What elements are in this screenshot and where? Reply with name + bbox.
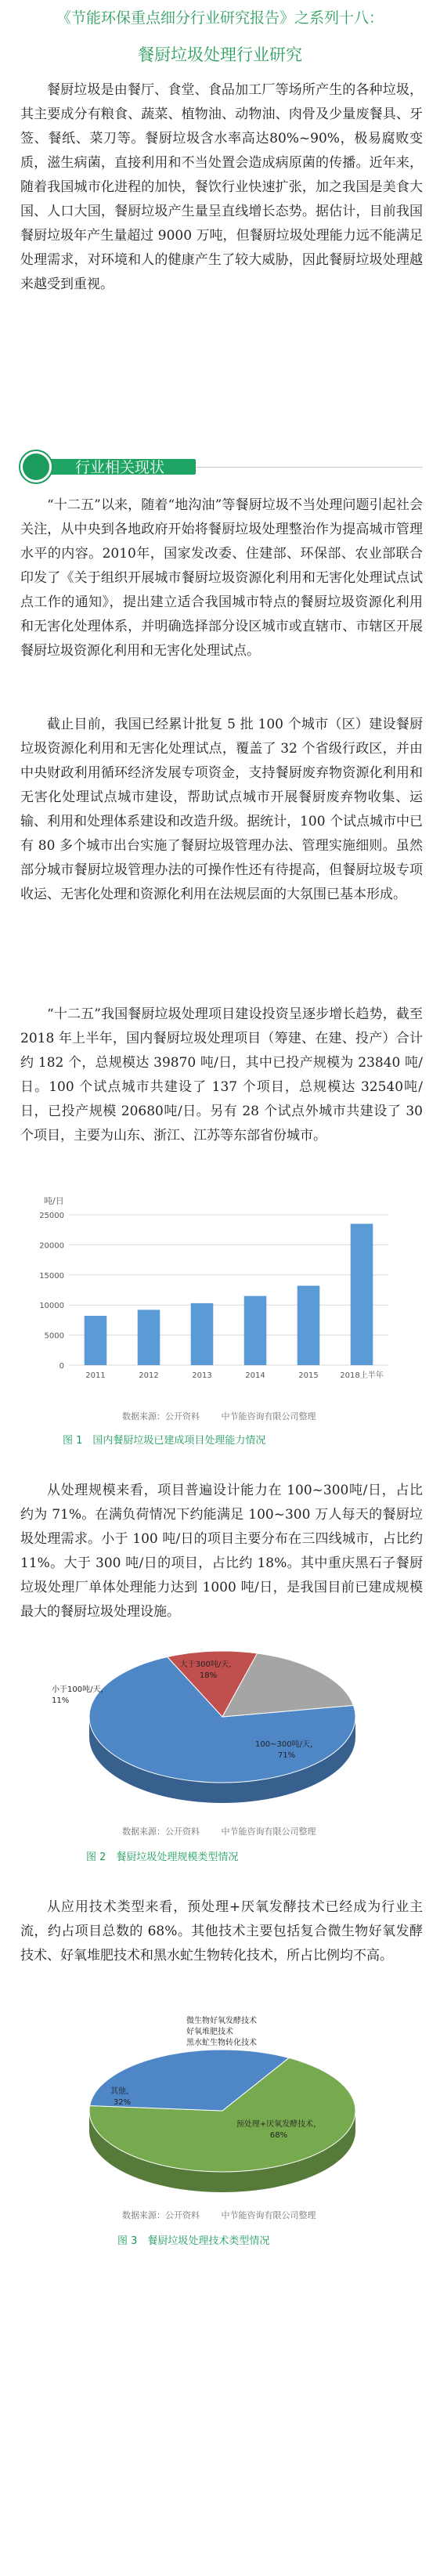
x-tick-label: 2015 xyxy=(298,1371,319,1380)
org-label: 中节能咨询有限公司整理 xyxy=(221,1826,316,1837)
org-label: 中节能咨询有限公司整理 xyxy=(221,2210,316,2220)
y-tick-label: 0 xyxy=(59,1362,64,1371)
y-axis-unit: 吨/日 xyxy=(44,1196,64,1206)
source-label: 数据来源：公开资料 xyxy=(122,1826,200,1837)
x-tick-label: 2014 xyxy=(245,1371,265,1380)
paragraph-scale: 从处理规模来看，项目普遍设计能力在 100~300吨/日，占比约为 71%。在满负荷情况下约能满足 100~300 万人每天的餐厨垃圾处理需求。小于 100 吨/日的项目主要分布在三四线城市，占比约 11%。大于 300 吨/日的项目，占比约 18%。其中重庆黑石子餐厨垃圾处理厂单体处理能力达到 1000 吨/日，是我国目前已建成规模最大的餐厨垃圾处理设施。 xyxy=(20,1483,423,1620)
slice-label-under-100: 11% xyxy=(52,1696,70,1705)
bar-2013 xyxy=(191,1303,214,1365)
section-circle-icon xyxy=(20,451,52,482)
paragraph-technology: 从应用技术类型来看，预处理+厌氧发酵技术已经成为行业主流，约占项目总数的 68%。其他技术主要包括复合微生物好氧发酵技术、好氧堆肥技术和黑水虻生物转化技术，所占比例均不高。 xyxy=(20,1899,423,1964)
series-title: 《节能环保重点细分行业研究报告》之系列十八： xyxy=(56,9,384,27)
y-tick-label: 20000 xyxy=(39,1241,64,1251)
bar-2014 xyxy=(244,1296,267,1365)
technology-pie-chart xyxy=(20,2009,423,2205)
slice-label-other: 其他， xyxy=(110,2087,134,2096)
source-label: 数据来源：公开资料 xyxy=(122,2210,200,2220)
paragraph-policy: “十二五”以来，随着“地沟油”等餐厨垃圾不当处理问题引起社会关注，从中央到各地政府开始将餐厨垃圾处理整治作为提高城市管理水平的内容。2010年，国家发改委、住建部、环保部、农业部联合印发了《关于组织开展城市餐厨垃圾资源化利用和无害化处理试点试点工作的通知》，提出建立适合我国城市特点的餐厨垃圾资源化利用和无害化处理体系，并明确选择部分设区城市或直辖市、市辖区开展餐厨垃圾资源化利用和无害化处理试点。 xyxy=(20,497,423,659)
figure1-caption: 图 1 国内餐厨垃圾已建成项目处理能力情况 xyxy=(63,1435,266,1447)
section-heading xyxy=(20,451,423,482)
slice-label-anaerobic: 预处理+厌氧发酵技术， xyxy=(236,2120,322,2129)
bar-2011 xyxy=(85,1316,107,1365)
x-tick-label: 2013 xyxy=(192,1371,212,1380)
org-label: 中节能咨询有限公司整理 xyxy=(221,1411,316,1422)
technology-annotation: 黑水虻生物转化技术 xyxy=(186,2039,257,2047)
slice-label-100-300: 71% xyxy=(277,1751,296,1760)
section-title: 行业相关现状 xyxy=(75,459,165,476)
y-tick-label: 15000 xyxy=(39,1271,64,1281)
technology-annotation: 微生物好氧发酵技术 xyxy=(186,2017,257,2025)
slice-label-under-100: 小于100吨/天， xyxy=(52,1685,109,1694)
scale-pie-chart xyxy=(20,1629,423,1817)
bar-2018上半年 xyxy=(351,1224,373,1365)
figure3-caption: 图 3 餐厨垃圾处理技术类型情况 xyxy=(117,2235,270,2247)
source-label: 数据来源：公开资料 xyxy=(122,1411,200,1422)
slice-label-other: 32% xyxy=(113,2098,132,2107)
x-tick-label: 2018上半年 xyxy=(340,1371,384,1380)
bar-2012 xyxy=(138,1310,160,1365)
y-tick-label: 10000 xyxy=(39,1302,64,1311)
article-title: 餐厨垃圾处理行业研究 xyxy=(138,45,302,64)
figure2-source xyxy=(20,1825,423,1837)
capacity-bar-chart xyxy=(20,1187,423,1406)
paragraph-investment: “十二五”我国餐厨垃圾处理项目建设投资呈逐步增长趋势，截至 2018 年上半年，国内餐厨垃圾处理项目（筹建、在建、投产）合计约 182 个，总规模达 39870 吨/日，其中已投产规模为 23840 吨/日。100 个试点城市共建设了 137 个项目，总规模达 32540吨/日，已投产规模 20680吨/日。另有 28 个试点外城市共建设了 30 个项目，主要为山东、浙江、江苏等东部省份城市。 xyxy=(20,1006,423,1143)
x-tick-label: 2012 xyxy=(139,1371,159,1380)
slice-label-anaerobic: 68% xyxy=(269,2131,288,2140)
slice-label-over-300: 大于300吨/天， xyxy=(179,1660,237,1669)
technology-annotation: 好氧堆肥技术 xyxy=(186,2028,233,2036)
figure1-source xyxy=(20,1410,423,1422)
y-tick-label: 5000 xyxy=(44,1331,64,1341)
x-tick-label: 2011 xyxy=(85,1371,106,1380)
figure3-source xyxy=(20,2209,423,2221)
intro-paragraph: 餐厨垃圾是由餐厅、食堂、食品加工厂等场所产生的各种垃圾，其主要成分有粮食、蔬菜、植物油、动物油、肉骨及少量废餐具、牙签、餐纸、菜刀等。餐厨垃圾含水率高达80%~90%，极易腐败变质，滋生病菌，直接利用和不当处置会造成病原菌的传播。近年来，随着我国城市化进程的加快，餐饮行业快速扩张，加之我国是美食大国、人口大国，餐厨垃圾产生量呈直线增长态势。据估计，目前我国餐厨垃圾年产生量超过 9000 万吨，但餐厨垃圾处理能力远不能满足处理需求，对环境和人的健康产生了较大威胁，因此餐厨垃圾处理越来越受到重视。 xyxy=(20,82,423,292)
figure2-caption: 图 2 餐厨垃圾处理规模类型情况 xyxy=(86,1852,239,1863)
y-tick-label: 25000 xyxy=(39,1212,64,1220)
slice-label-100-300: 100~300吨/天， xyxy=(255,1740,318,1749)
slice-label-over-300: 18% xyxy=(199,1671,218,1680)
paragraph-pilots: 截止目前，我国已经累计批复 5 批 100 个城市（区）建设餐厨垃圾资源化利用和无害化处理试点，覆盖了 32 个省级行政区，并由中央财政利用循环经济发展专项资金，支持餐厨废弃物资源化利用和无害化处理试点城市建设，帮助试点城市开展餐厨废弃物收集、运输、利用和处理体系建设和改造升级。据统计，100 个试点城市中已有 80 多个城市出台实施了餐厨垃圾管理办法、管理实施细则。虽然部分城市餐厨垃圾管理办法的可操作性还有待提高，但餐厨垃圾专项收运、无害化处理和资源化利用在法规层面的大氛围已基本形成。 xyxy=(20,717,423,902)
bar-2015 xyxy=(298,1286,320,1365)
section-divider xyxy=(196,467,423,468)
